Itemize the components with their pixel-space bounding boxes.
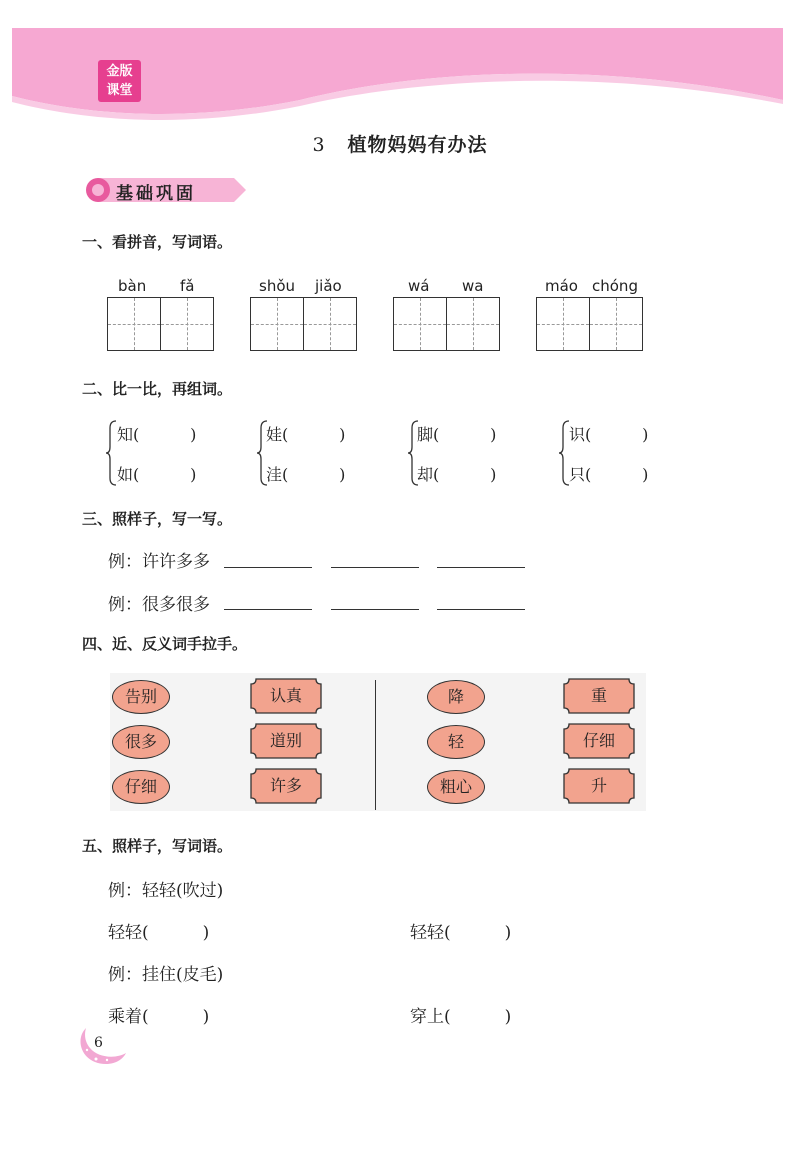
section-tag-label: 基础巩固 [116,184,196,204]
word-tag[interactable] [563,723,635,759]
writing-cell[interactable] [446,297,500,351]
word-oval[interactable]: 告别 [112,680,170,714]
compare-item: 只( ) [569,465,649,484]
word-tag[interactable] [563,678,635,714]
compare-item: 知( ) [117,425,197,444]
word-tag[interactable] [563,768,635,804]
word-tag-label: 许多 [269,776,302,795]
word-tag-label: 升 [590,776,607,795]
writing-cell[interactable] [303,297,357,351]
page-number: 6 [94,1035,103,1051]
pinyin: bàn [118,277,147,295]
compare-item: 脚( ) [417,425,497,444]
example-text: 例：轻轻(吹过) [108,881,224,901]
answer-line[interactable] [437,567,525,568]
q5-heading: 五、照样子，写词语。 [82,837,233,855]
logo-line1: 金版 [106,64,133,79]
example-text: 例：挂住(皮毛) [108,965,224,985]
brand-logo [98,60,141,102]
compare-item: 如( ) [117,465,197,484]
example-text: 例：许许多多 [108,552,210,572]
writing-cell[interactable] [160,297,214,351]
writing-cell[interactable] [589,297,643,351]
fill-item: 轻轻( ) [108,923,210,943]
pinyin: shǒu [259,277,296,295]
fill-item: 穿上( ) [410,1007,512,1027]
q4-heading: 四、近、反义词手拉手。 [82,635,248,653]
q3-heading: 三、照样子，写一写。 [82,510,233,528]
q2-heading: 二、比一比，再组词。 [82,380,233,398]
word-tag[interactable] [250,723,322,759]
pinyin: wa [462,277,484,295]
brace [105,420,117,486]
word-oval[interactable]: 仔细 [112,770,170,804]
word-tag-label: 认真 [269,686,302,705]
compare-item: 娃( ) [266,425,346,444]
word-oval[interactable]: 轻 [427,725,485,759]
writing-cell[interactable] [393,297,447,351]
pinyin: máo [545,277,578,295]
compare-item: 却( ) [417,465,497,484]
word-tag-label: 道别 [269,731,302,750]
word-oval[interactable]: 很多 [112,725,170,759]
word-tag-label: 重 [590,686,607,705]
writing-cell[interactable] [107,297,161,351]
pinyin: fǎ [180,277,195,295]
lesson-title [0,130,800,157]
writing-cell[interactable] [536,297,590,351]
word-tag[interactable] [250,768,322,804]
fill-item: 乘着( ) [108,1007,210,1027]
answer-line[interactable] [331,609,419,610]
lesson-number: 3 [312,134,326,156]
divider [375,680,376,810]
word-oval[interactable]: 降 [427,680,485,714]
word-tag[interactable] [250,678,322,714]
answer-line[interactable] [224,609,312,610]
q1-heading: 一、看拼音，写词语。 [82,233,233,251]
word-tag-label: 仔细 [582,731,615,750]
answer-line[interactable] [331,567,419,568]
logo-line2: 课堂 [106,83,133,98]
lesson-title-text: 植物妈妈有办法 [347,134,488,156]
compare-item: 识( ) [569,425,649,444]
answer-line[interactable] [224,567,312,568]
pinyin: wá [408,277,430,295]
example-text: 例：很多很多 [108,595,210,615]
writing-cell[interactable] [250,297,304,351]
word-oval[interactable]: 粗心 [427,770,485,804]
pinyin: chóng [592,277,638,295]
pinyin: jiǎo [315,277,342,295]
section-tag [84,175,249,205]
answer-line[interactable] [437,609,525,610]
compare-item: 洼( ) [266,465,346,484]
fill-item: 轻轻( ) [410,923,512,943]
